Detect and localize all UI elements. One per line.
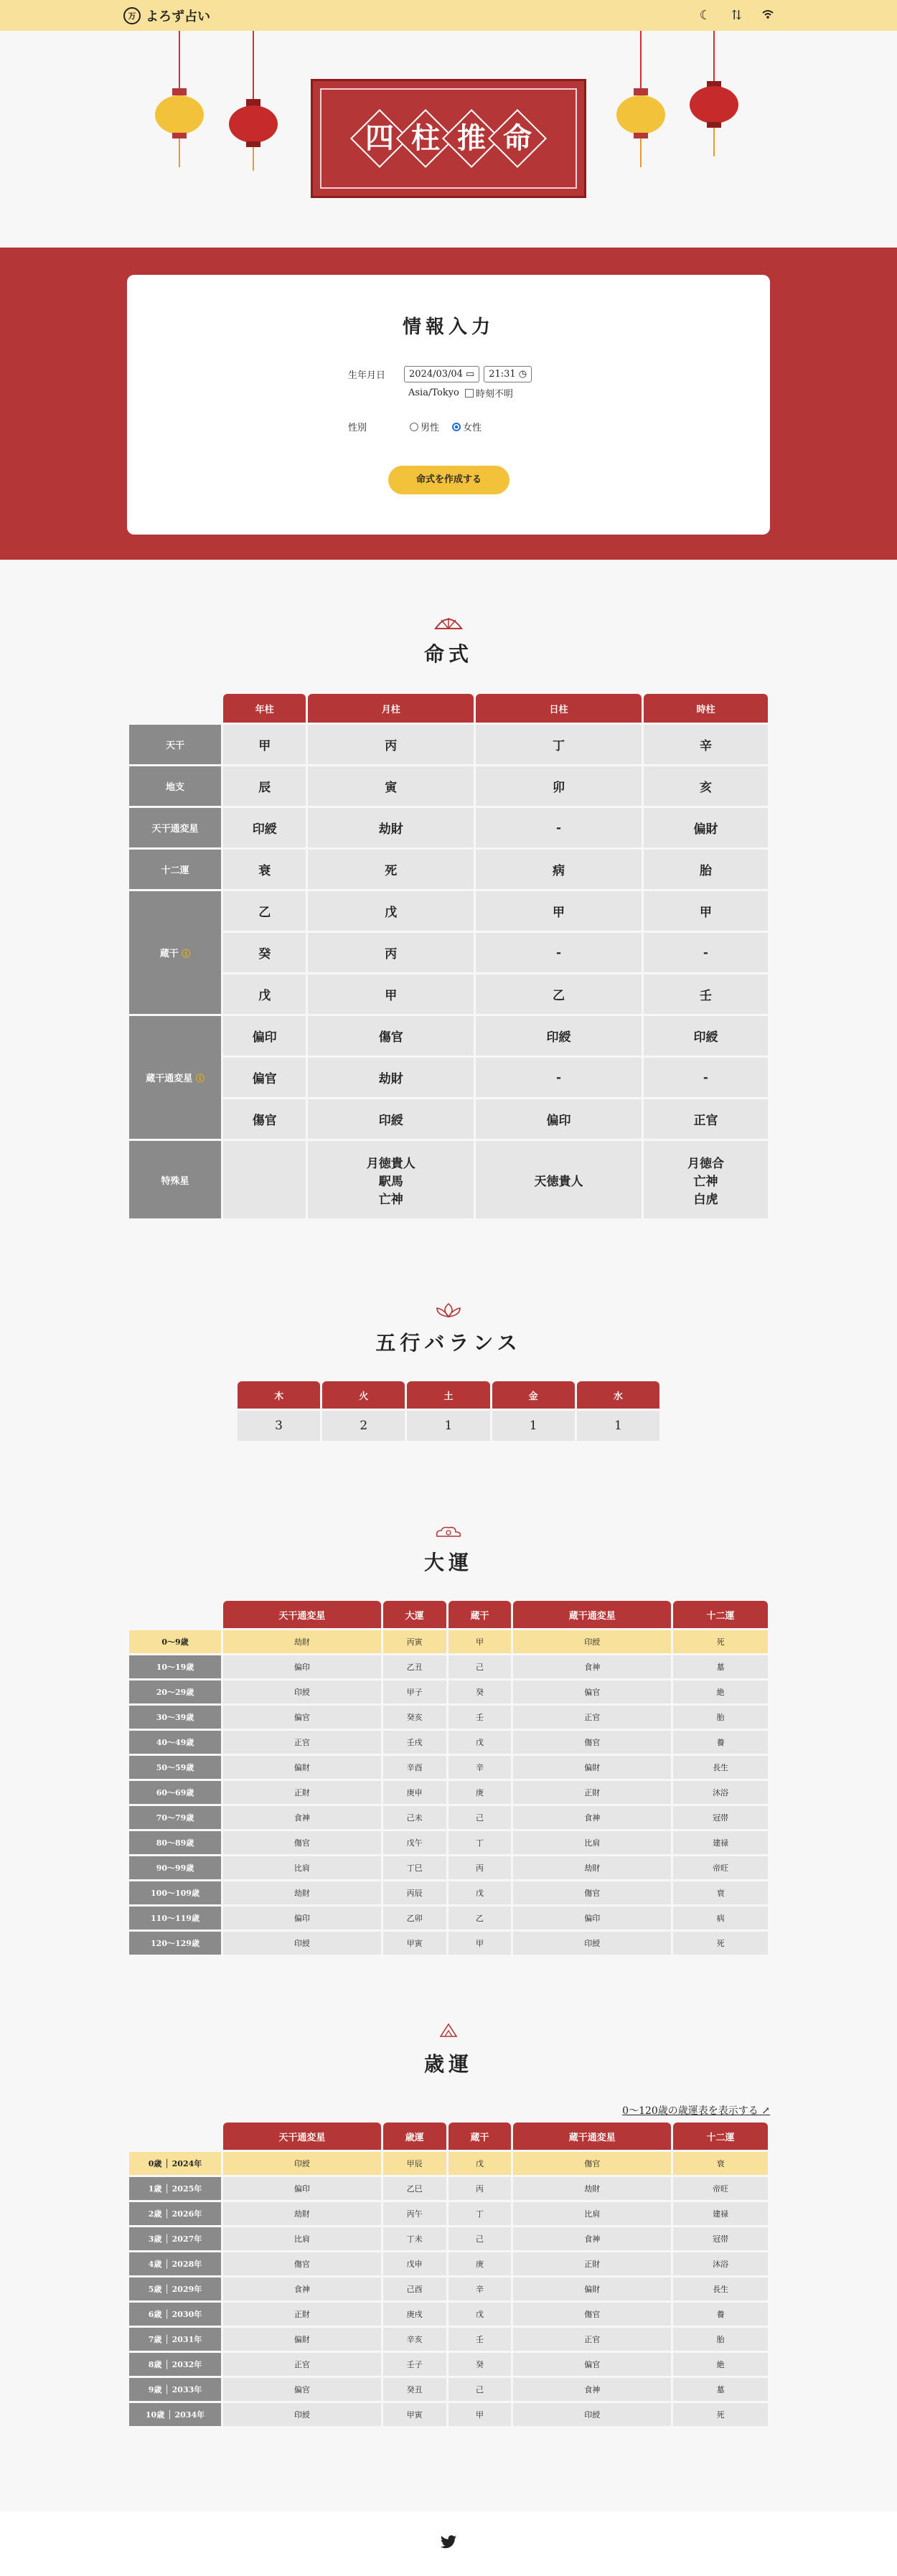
col-header: 天干通変星 bbox=[223, 1601, 381, 1628]
cell: 胎 bbox=[673, 2328, 768, 2351]
cell: 甲 bbox=[308, 974, 474, 1014]
cell: 正官 bbox=[513, 2328, 671, 2351]
taiun-title: 大運 bbox=[423, 1551, 473, 1574]
show-all-saiun-link[interactable]: 0～120歳の歳運表を表示する ↗ bbox=[622, 2105, 770, 2117]
col-header: 十二運 bbox=[673, 2123, 768, 2150]
table-row bbox=[129, 1756, 768, 1779]
cell: 印綬 bbox=[513, 1932, 671, 1955]
row-header: 7歳 │ 2031年 bbox=[129, 2328, 221, 2351]
cell: 死 bbox=[673, 1630, 768, 1653]
cell: 食神 bbox=[513, 2378, 671, 2401]
table-row bbox=[129, 1932, 768, 1955]
element-header: 木 bbox=[238, 1381, 320, 1409]
row-header: 10～19歳 bbox=[129, 1655, 221, 1678]
cloud-icon bbox=[0, 1525, 897, 1543]
row-header: 蔵干通変星 ⓘ bbox=[129, 1016, 221, 1139]
col-header: 歳運 bbox=[383, 2123, 446, 2150]
col-header: 十二運 bbox=[673, 1601, 768, 1628]
cell: - bbox=[476, 808, 642, 847]
row-header: 110～119歳 bbox=[129, 1907, 221, 1929]
cell: 癸亥 bbox=[383, 1706, 446, 1729]
cell: 傷官 bbox=[513, 1731, 671, 1754]
cell: 劫財 bbox=[513, 2177, 671, 2200]
cell: 建禄 bbox=[673, 1831, 768, 1854]
cell: 偏印 bbox=[476, 1099, 642, 1139]
cell: 帝旺 bbox=[673, 2177, 768, 2200]
table-row bbox=[129, 2252, 768, 2275]
cell: 傷官 bbox=[223, 1099, 306, 1139]
title-char: 推 bbox=[457, 121, 486, 155]
cell: 戊午 bbox=[383, 1831, 446, 1854]
cell: 壬 bbox=[644, 974, 768, 1014]
cell: 戊 bbox=[448, 1881, 512, 1904]
cell: 壬 bbox=[448, 2328, 512, 2351]
cell: 衰 bbox=[673, 1881, 768, 1904]
cell: 印綬 bbox=[223, 808, 306, 847]
table-row bbox=[129, 2353, 768, 2376]
timezone-label: Asia/Tokyo bbox=[408, 387, 459, 398]
cell: 傷官 bbox=[513, 1881, 671, 1904]
cell: 印綬 bbox=[308, 1099, 474, 1139]
col-header: 大運 bbox=[383, 1601, 446, 1628]
table-row bbox=[129, 2152, 768, 2175]
cell: 乙 bbox=[476, 974, 642, 1014]
cell: 死 bbox=[673, 1932, 768, 1955]
row-header: 0歳 │ 2024年 bbox=[129, 2152, 221, 2175]
cell: 偏官 bbox=[513, 2353, 671, 2376]
cell: 偏官 bbox=[223, 2378, 381, 2401]
cell: 癸丑 bbox=[383, 2378, 446, 2401]
col-header: 蔵干 bbox=[448, 1601, 512, 1628]
table-row bbox=[129, 1680, 768, 1703]
cell: 戊 bbox=[308, 891, 474, 931]
row-header: 0～9歳 bbox=[129, 1630, 221, 1653]
element-value: 1 bbox=[492, 1411, 575, 1441]
cell: 食神 bbox=[223, 1806, 381, 1829]
cell: 庚 bbox=[448, 2252, 512, 2275]
row-header: 8歳 │ 2032年 bbox=[129, 2353, 221, 2376]
cell: 胎 bbox=[673, 1706, 768, 1729]
row-header: 100～109歳 bbox=[129, 1881, 221, 1904]
col-header: 時柱 bbox=[644, 694, 768, 723]
cell: 己未 bbox=[383, 1806, 446, 1829]
cell: 戊申 bbox=[383, 2252, 446, 2275]
meishiki-title: 命式 bbox=[423, 642, 473, 666]
col-header: 蔵干通変星 bbox=[513, 1601, 671, 1628]
cell: 己酉 bbox=[383, 2277, 446, 2300]
cell: 甲寅 bbox=[383, 1932, 446, 1955]
row-header: 6歳 │ 2030年 bbox=[129, 2303, 221, 2326]
row-header: 特殊星 bbox=[129, 1141, 221, 1218]
lotus-icon bbox=[0, 1302, 897, 1322]
cell: 印綬 bbox=[223, 1680, 381, 1703]
cell: 辛 bbox=[448, 1756, 512, 1779]
cell: 墓 bbox=[673, 1655, 768, 1678]
cell: 甲 bbox=[448, 1630, 512, 1653]
row-header: 2歳 │ 2026年 bbox=[129, 2202, 221, 2225]
cell: 正官 bbox=[644, 1099, 768, 1139]
cell: 劫財 bbox=[223, 1881, 381, 1904]
cell: 辰 bbox=[223, 766, 306, 806]
element-value: 1 bbox=[407, 1411, 489, 1441]
table-row bbox=[129, 2277, 768, 2300]
cell: 衰 bbox=[673, 2152, 768, 2175]
help-icon[interactable]: ⓘ bbox=[195, 1073, 205, 1083]
row-header: 10歳 │ 2034年 bbox=[129, 2403, 221, 2426]
cell: 墓 bbox=[673, 2378, 768, 2401]
element-value: 2 bbox=[322, 1411, 405, 1441]
cell: 丙 bbox=[308, 725, 474, 764]
cell: 癸 bbox=[448, 2353, 512, 2376]
table-row bbox=[129, 2202, 768, 2225]
cell: 壬戌 bbox=[383, 1731, 446, 1754]
cell: 印綬 bbox=[513, 1630, 671, 1653]
table-row bbox=[129, 2378, 768, 2401]
cell: 辛亥 bbox=[383, 2328, 446, 2351]
cell: 偏財 bbox=[513, 1756, 671, 1779]
cell: 乙丑 bbox=[383, 1655, 446, 1678]
cell: 丙辰 bbox=[383, 1881, 446, 1904]
cell: 衰 bbox=[223, 850, 306, 889]
cell: 長生 bbox=[673, 1756, 768, 1779]
input-card bbox=[127, 275, 770, 535]
lantern-icon bbox=[616, 31, 666, 174]
cell: 死 bbox=[673, 2403, 768, 2426]
clock-icon: ◷ bbox=[518, 369, 527, 380]
cell: 辛 bbox=[644, 725, 768, 764]
cell: 正財 bbox=[223, 1781, 381, 1804]
table-row bbox=[129, 2303, 768, 2326]
col-header: 日柱 bbox=[476, 694, 642, 723]
top-bar bbox=[0, 0, 897, 31]
cell: 卯 bbox=[476, 766, 642, 806]
table-row bbox=[129, 1856, 768, 1879]
cell: 己 bbox=[448, 1655, 512, 1678]
table-row bbox=[129, 1781, 768, 1804]
cell: 偏財 bbox=[223, 2328, 381, 2351]
calendar-icon: ▭ bbox=[465, 369, 475, 380]
cell: 正官 bbox=[223, 1731, 381, 1754]
cell: 沐浴 bbox=[673, 1781, 768, 1804]
cell: 辛 bbox=[448, 2277, 512, 2300]
cell: 印綬 bbox=[476, 1016, 642, 1056]
input-band bbox=[0, 248, 897, 560]
cell: 正官 bbox=[513, 1706, 671, 1729]
tokushu-cell bbox=[223, 1141, 306, 1218]
cell: 壬子 bbox=[383, 2353, 446, 2376]
row-header: 蔵干 ⓘ bbox=[129, 891, 221, 1014]
row-header: 3歳 │ 2027年 bbox=[129, 2227, 221, 2250]
cell: 偏官 bbox=[223, 1706, 381, 1729]
row-header: 9歳 │ 2033年 bbox=[129, 2378, 221, 2401]
row-header: 70～79歳 bbox=[129, 1806, 221, 1829]
gogyo-table bbox=[235, 1379, 662, 1443]
cell: 丁 bbox=[448, 2202, 512, 2225]
cell: 比肩 bbox=[223, 1856, 381, 1879]
cell: 甲寅 bbox=[383, 2403, 446, 2426]
cell: 長生 bbox=[673, 2277, 768, 2300]
help-icon[interactable]: ⓘ bbox=[182, 949, 191, 959]
cell: 丁 bbox=[476, 725, 642, 764]
col-header: 月柱 bbox=[308, 694, 474, 723]
gender-label: 性別 bbox=[348, 423, 367, 433]
table-row bbox=[129, 1655, 768, 1678]
cell: - bbox=[644, 1058, 768, 1097]
cell: 己 bbox=[448, 1806, 512, 1829]
table-row bbox=[129, 2328, 768, 2351]
date-input[interactable]: 2024/03/04 ▭ bbox=[404, 366, 479, 382]
mountain-icon bbox=[0, 2022, 897, 2041]
cell: - bbox=[476, 933, 642, 972]
table-row bbox=[129, 1806, 768, 1829]
cell: 沐浴 bbox=[673, 2252, 768, 2275]
cell: 乙巳 bbox=[383, 2177, 446, 2200]
cell: 傷官 bbox=[308, 1016, 474, 1056]
row-header: 4歳 │ 2028年 bbox=[129, 2252, 221, 2275]
cell: 印綬 bbox=[223, 2403, 381, 2426]
cell: 癸 bbox=[223, 933, 306, 972]
cell: 亥 bbox=[644, 766, 768, 806]
tokushu-cell: 月徳合 亡神 白虎 bbox=[644, 1141, 768, 1218]
cell: 甲 bbox=[448, 1932, 512, 1955]
female-radio[interactable]: 女性 bbox=[452, 420, 482, 433]
cell: - bbox=[476, 1058, 642, 1097]
footer bbox=[0, 2511, 897, 2576]
row-header: 60～69歳 bbox=[129, 1781, 221, 1804]
cell: 偏官 bbox=[223, 1058, 306, 1097]
col-header: 蔵干 bbox=[448, 2123, 512, 2150]
cell: 庚申 bbox=[383, 1781, 446, 1804]
cell: 冠帯 bbox=[673, 2227, 768, 2250]
row-header: 天干通変星 bbox=[129, 808, 221, 847]
cell: 乙 bbox=[223, 891, 306, 931]
cell: 建禄 bbox=[673, 2202, 768, 2225]
twitter-icon[interactable] bbox=[440, 2535, 457, 2552]
cell: 丙 bbox=[448, 1856, 512, 1879]
table-row bbox=[129, 2403, 768, 2426]
title-char: 柱 bbox=[411, 121, 440, 155]
title-char: 命 bbox=[503, 121, 532, 155]
row-header: 1歳 │ 2025年 bbox=[129, 2177, 221, 2200]
cell: 比肩 bbox=[513, 1831, 671, 1854]
cell: 偏印 bbox=[223, 1016, 306, 1056]
moon-icon[interactable]: ☾ bbox=[699, 8, 711, 23]
cell: 丙 bbox=[448, 2177, 512, 2200]
cell: 戊 bbox=[448, 2303, 512, 2326]
row-header: 90～99歳 bbox=[129, 1856, 221, 1879]
cell: 甲 bbox=[448, 2403, 512, 2426]
cell: 己 bbox=[448, 2227, 512, 2250]
title-board bbox=[311, 79, 586, 198]
table-row bbox=[129, 1731, 768, 1754]
cell: 丁巳 bbox=[383, 1856, 446, 1879]
cell: 傷官 bbox=[513, 2152, 671, 2175]
cell: 印綬 bbox=[223, 1932, 381, 1955]
cell: 食神 bbox=[513, 1655, 671, 1678]
lantern-icon bbox=[689, 31, 739, 174]
sort-icon[interactable]: ⇅ bbox=[731, 8, 742, 23]
cell: 正財 bbox=[513, 2252, 671, 2275]
unknown-time-checkbox[interactable]: 時刻不明 bbox=[465, 386, 513, 400]
cell: 正財 bbox=[223, 2303, 381, 2326]
cell: 乙 bbox=[448, 1907, 512, 1929]
cell: 食神 bbox=[513, 2227, 671, 2250]
cell: 傷官 bbox=[513, 2303, 671, 2326]
hero bbox=[0, 31, 897, 248]
cell: 食神 bbox=[513, 1806, 671, 1829]
cell: 甲辰 bbox=[383, 2152, 446, 2175]
cell: 己 bbox=[448, 2378, 512, 2401]
cell: 印綬 bbox=[644, 1016, 768, 1056]
cell: 偏印 bbox=[223, 2177, 381, 2200]
cell: 劫財 bbox=[223, 1630, 381, 1653]
title-char: 四 bbox=[365, 121, 394, 155]
row-header: 地支 bbox=[129, 766, 221, 806]
submit-button[interactable]: 命式を作成する bbox=[388, 466, 509, 494]
fan-icon bbox=[0, 616, 897, 634]
cell: 庚 bbox=[448, 1781, 512, 1804]
table-row bbox=[129, 1831, 768, 1854]
cell: 病 bbox=[476, 850, 642, 889]
element-header: 水 bbox=[577, 1381, 659, 1409]
form-title: 情報入力 bbox=[402, 316, 494, 338]
table-row bbox=[129, 1630, 768, 1653]
cell: - bbox=[644, 933, 768, 972]
row-header: 40～49歳 bbox=[129, 1731, 221, 1754]
lantern-icon bbox=[154, 31, 205, 174]
cell: 印綬 bbox=[513, 2403, 671, 2426]
cell: 辛酉 bbox=[383, 1756, 446, 1779]
cell: 偏印 bbox=[223, 1655, 381, 1678]
cell: 養 bbox=[673, 1731, 768, 1754]
cell: 丙寅 bbox=[383, 1630, 446, 1653]
cell: 偏財 bbox=[223, 1756, 381, 1779]
cell: 病 bbox=[673, 1907, 768, 1929]
table-row bbox=[129, 1881, 768, 1904]
logo-mark: 万 bbox=[123, 7, 141, 24]
wifi-icon[interactable] bbox=[762, 8, 774, 23]
row-header: 80～89歳 bbox=[129, 1831, 221, 1854]
cell: 戊 bbox=[448, 1731, 512, 1754]
logo-text: よろず占い bbox=[146, 9, 210, 24]
cell: 比肩 bbox=[223, 2227, 381, 2250]
row-header: 20～29歳 bbox=[129, 1680, 221, 1703]
element-header: 土 bbox=[407, 1381, 489, 1409]
row-header: 天干 bbox=[129, 725, 221, 764]
cell: 丙午 bbox=[383, 2202, 446, 2225]
row-header: 50～59歳 bbox=[129, 1756, 221, 1779]
cell: 食神 bbox=[223, 2277, 381, 2300]
element-value: 3 bbox=[238, 1411, 320, 1441]
cell: 寅 bbox=[308, 766, 474, 806]
site-logo[interactable] bbox=[123, 6, 210, 25]
cell: 正財 bbox=[513, 1781, 671, 1804]
cell: 戊 bbox=[448, 2152, 512, 2175]
cell: 丙 bbox=[308, 933, 474, 972]
meishiki-table bbox=[127, 692, 770, 1221]
tokushu-cell: 月徳貴人 駅馬 亡神 bbox=[308, 1141, 474, 1218]
cell: 丁 bbox=[448, 1831, 512, 1854]
row-header: 5歳 │ 2029年 bbox=[129, 2277, 221, 2300]
gogyo-title: 五行バランス bbox=[375, 1331, 522, 1355]
cell: 傷官 bbox=[223, 1831, 381, 1854]
cell: 偏財 bbox=[644, 808, 768, 847]
table-row bbox=[129, 1907, 768, 1929]
cell: 傷官 bbox=[223, 2252, 381, 2275]
cell: 絶 bbox=[673, 2353, 768, 2376]
col-header: 天干通変星 bbox=[223, 2123, 381, 2150]
cell: 劫財 bbox=[513, 1856, 671, 1879]
cell: 劫財 bbox=[223, 2202, 381, 2225]
male-radio[interactable]: 男性 bbox=[410, 420, 439, 433]
cell: 冠帯 bbox=[673, 1806, 768, 1829]
birth-label: 生年月日 bbox=[348, 370, 386, 381]
row-header: 十二運 bbox=[129, 850, 221, 889]
cell: 甲 bbox=[644, 891, 768, 931]
element-header: 火 bbox=[322, 1381, 405, 1409]
saiun-title: 歳運 bbox=[423, 2052, 473, 2076]
cell: 偏印 bbox=[223, 1907, 381, 1929]
table-row bbox=[129, 2227, 768, 2250]
cell: 印綬 bbox=[223, 2152, 381, 2175]
table-row bbox=[129, 2177, 768, 2200]
cell: 劫財 bbox=[308, 1058, 474, 1097]
col-header: 年柱 bbox=[223, 694, 306, 723]
row-header: 120～129歳 bbox=[129, 1932, 221, 1955]
tokushu-cell: 天徳貴人 bbox=[476, 1141, 642, 1218]
col-header: 蔵干通変星 bbox=[513, 2123, 671, 2150]
element-value: 1 bbox=[577, 1411, 659, 1441]
cell: 偏財 bbox=[513, 2277, 671, 2300]
taiun-table bbox=[127, 1599, 770, 1957]
cell: 壬 bbox=[448, 1706, 512, 1729]
cell: 帝旺 bbox=[673, 1856, 768, 1879]
element-header: 金 bbox=[492, 1381, 575, 1409]
lantern-icon bbox=[228, 31, 278, 174]
table-row bbox=[129, 1706, 768, 1729]
row-header: 30～39歳 bbox=[129, 1706, 221, 1729]
cell: 丁未 bbox=[383, 2227, 446, 2250]
cell: 死 bbox=[308, 850, 474, 889]
cell: 甲 bbox=[223, 725, 306, 764]
cell: 比肩 bbox=[513, 2202, 671, 2225]
cell: 偏官 bbox=[513, 1680, 671, 1703]
time-input[interactable]: 21:31 ◷ bbox=[484, 366, 532, 382]
cell: 戊 bbox=[223, 974, 306, 1014]
cell: 癸 bbox=[448, 1680, 512, 1703]
saiun-table bbox=[127, 2120, 770, 2428]
cell: 庚戌 bbox=[383, 2303, 446, 2326]
external-link-icon: ↗ bbox=[761, 2105, 770, 2117]
cell: 養 bbox=[673, 2303, 768, 2326]
cell: 乙卯 bbox=[383, 1907, 446, 1929]
cell: 劫財 bbox=[308, 808, 474, 847]
cell: 甲 bbox=[476, 891, 642, 931]
cell: 甲子 bbox=[383, 1680, 446, 1703]
cell: 正官 bbox=[223, 2353, 381, 2376]
cell: 絶 bbox=[673, 1680, 768, 1703]
cell: 胎 bbox=[644, 850, 768, 889]
cell: 偏印 bbox=[513, 1907, 671, 1929]
